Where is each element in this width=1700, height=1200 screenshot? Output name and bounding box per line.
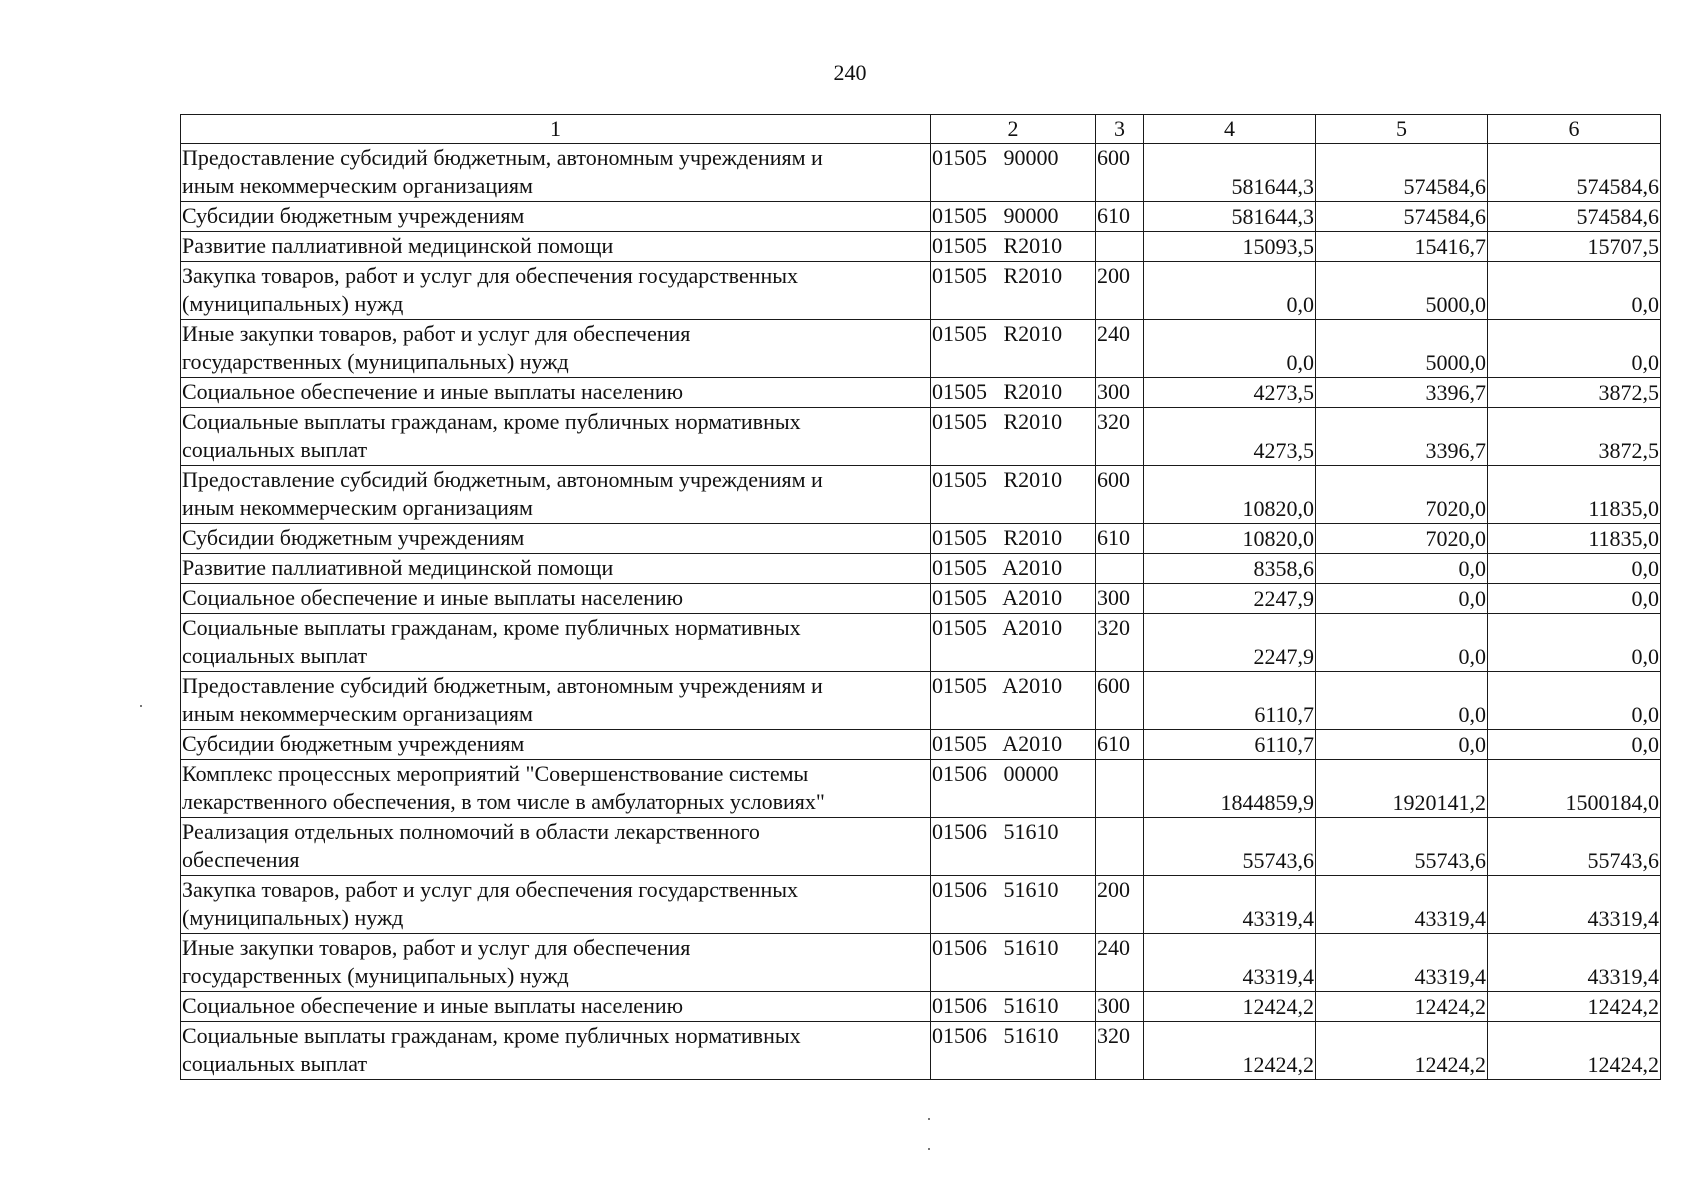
row-name-line1: Социальное обеспечение и иные выплаты населению: [182, 993, 684, 1018]
row-code-cell: 01505 A2010: [931, 614, 1096, 672]
row-kvr-cell: 600: [1096, 144, 1144, 202]
table-row: [181, 232, 1661, 262]
row-name-line1: Субсидии бюджетным учреждениям: [182, 731, 525, 756]
scan-speck: [140, 705, 142, 707]
table-row: [181, 320, 1661, 378]
row-value-col4: 12424,2: [1144, 1022, 1316, 1080]
table-row: [181, 584, 1661, 614]
row-kvr-cell: [1096, 760, 1144, 818]
row-name-line2: (муниципальных) нужд: [182, 905, 404, 930]
row-code-cell: 01506 51610: [931, 818, 1096, 876]
row-name-cell: [181, 818, 931, 876]
table-row: [181, 466, 1661, 524]
row-name-line1: Комплекс процессных мероприятий "Совершенствование системы: [182, 761, 809, 786]
row-name-line2: иным некоммерческим организациям: [182, 701, 533, 726]
row-value-col5: 15416,7: [1316, 232, 1488, 262]
row-value-col4: 581644,3: [1144, 202, 1316, 232]
row-value-col6: 3872,5: [1488, 378, 1661, 408]
row-kvr-cell: 610: [1096, 202, 1144, 232]
row-value-col6: 55743,6: [1488, 818, 1661, 876]
row-code-cell: 01506 51610: [931, 1022, 1096, 1080]
row-name-line2: государственных (муниципальных) нужд: [182, 349, 569, 374]
scan-speck: [928, 1148, 930, 1150]
row-name-line1: Развитие паллиативной медицинской помощи: [182, 555, 614, 580]
row-value-col6: 43319,4: [1488, 934, 1661, 992]
row-kvr-cell: 320: [1096, 1022, 1144, 1080]
row-kvr-cell: [1096, 232, 1144, 262]
row-value-col5: 7020,0: [1316, 524, 1488, 554]
row-value-col6: 0,0: [1488, 614, 1661, 672]
row-code-cell: 01505 A2010: [931, 584, 1096, 614]
row-name-line2: социальных выплат: [182, 643, 368, 668]
row-name-cell: [181, 876, 931, 934]
row-value-col4: 6110,7: [1144, 730, 1316, 760]
row-name-line2: социальных выплат: [182, 1051, 368, 1076]
row-value-col5: 12424,2: [1316, 992, 1488, 1022]
row-value-col5: 5000,0: [1316, 320, 1488, 378]
row-value-col6: 11835,0: [1488, 466, 1661, 524]
row-value-col6: 12424,2: [1488, 992, 1661, 1022]
row-value-col4: 8358,6: [1144, 554, 1316, 584]
scan-speck: [928, 1118, 930, 1120]
row-name-line1: Закупка товаров, работ и услуг для обеспечения государственных: [182, 263, 799, 288]
row-value-col4: 4273,5: [1144, 378, 1316, 408]
row-name-cell: [181, 202, 931, 232]
row-value-col5: 55743,6: [1316, 818, 1488, 876]
row-name-line1: Субсидии бюджетным учреждениям: [182, 203, 525, 228]
row-value-col4: 6110,7: [1144, 672, 1316, 730]
row-kvr-cell: [1096, 818, 1144, 876]
row-value-col4: 0,0: [1144, 320, 1316, 378]
row-code-cell: 01505 R2010: [931, 320, 1096, 378]
row-name-line1: Субсидии бюджетным учреждениям: [182, 525, 525, 550]
row-name-line1: Иные закупки товаров, работ и услуг для обеспечения: [182, 935, 691, 960]
row-value-col6: 12424,2: [1488, 1022, 1661, 1080]
table-row: [181, 934, 1661, 992]
row-kvr-cell: 300: [1096, 584, 1144, 614]
row-name-cell: [181, 320, 931, 378]
row-value-col6: 3872,5: [1488, 408, 1661, 466]
row-value-col6: 0,0: [1488, 320, 1661, 378]
row-code-cell: 01505 R2010: [931, 378, 1096, 408]
row-value-col4: 43319,4: [1144, 934, 1316, 992]
row-code-cell: 01505 A2010: [931, 554, 1096, 584]
row-name-line1: Социальные выплаты гражданам, кроме публичных нормативных: [182, 409, 801, 434]
table-row: [181, 876, 1661, 934]
row-name-line1: Развитие паллиативной медицинской помощи: [182, 233, 614, 258]
row-name-line1: Закупка товаров, работ и услуг для обеспечения государственных: [182, 877, 799, 902]
row-name-line1: Социальное обеспечение и иные выплаты населению: [182, 585, 684, 610]
row-name-line1: Предоставление субсидий бюджетным, автономным учреждениям и: [182, 145, 823, 170]
row-name-cell: [181, 1022, 931, 1080]
row-value-col4: 15093,5: [1144, 232, 1316, 262]
column-header-5: 5: [1316, 115, 1488, 144]
row-code-cell: 01505 R2010: [931, 408, 1096, 466]
row-kvr-cell: 320: [1096, 408, 1144, 466]
row-value-col5: 574584,6: [1316, 144, 1488, 202]
row-name-cell: [181, 672, 931, 730]
row-value-col4: 55743,6: [1144, 818, 1316, 876]
row-value-col4: 10820,0: [1144, 524, 1316, 554]
row-kvr-cell: 240: [1096, 320, 1144, 378]
row-name-cell: [181, 760, 931, 818]
row-value-col6: 0,0: [1488, 554, 1661, 584]
table-row: [181, 524, 1661, 554]
row-value-col4: 2247,9: [1144, 584, 1316, 614]
row-kvr-cell: 600: [1096, 672, 1144, 730]
row-name-cell: [181, 408, 931, 466]
row-value-col5: 43319,4: [1316, 934, 1488, 992]
budget-table: [180, 114, 1661, 1080]
row-name-line1: Предоставление субсидий бюджетным, автономным учреждениям и: [182, 467, 823, 492]
row-name-line2: государственных (муниципальных) нужд: [182, 963, 569, 988]
row-value-col5: 3396,7: [1316, 378, 1488, 408]
row-code-cell: 01505 R2010: [931, 524, 1096, 554]
row-value-col4: 2247,9: [1144, 614, 1316, 672]
column-header-4: 4: [1144, 115, 1316, 144]
row-value-col6: 0,0: [1488, 730, 1661, 760]
row-value-col6: 0,0: [1488, 584, 1661, 614]
row-name-line1: Иные закупки товаров, работ и услуг для обеспечения: [182, 321, 691, 346]
row-value-col6: 574584,6: [1488, 202, 1661, 232]
row-value-col4: 12424,2: [1144, 992, 1316, 1022]
row-kvr-cell: 300: [1096, 378, 1144, 408]
table-row: [181, 730, 1661, 760]
row-value-col5: 0,0: [1316, 614, 1488, 672]
table-row: [181, 554, 1661, 584]
row-name-cell: [181, 262, 931, 320]
row-code-cell: 01506 00000: [931, 760, 1096, 818]
row-name-cell: [181, 524, 931, 554]
row-code-cell: 01505 R2010: [931, 466, 1096, 524]
row-value-col5: 1920141,2: [1316, 760, 1488, 818]
row-name-cell: [181, 378, 931, 408]
row-name-line2: лекарственного обеспечения, в том числе в амбулаторных условиях": [182, 789, 825, 814]
row-value-col6: 0,0: [1488, 262, 1661, 320]
row-value-col5: 7020,0: [1316, 466, 1488, 524]
row-value-col5: 574584,6: [1316, 202, 1488, 232]
column-header-1: 1: [181, 115, 931, 144]
row-name-line1: Реализация отдельных полномочий в области лекарственного: [182, 819, 760, 844]
row-value-col5: 43319,4: [1316, 876, 1488, 934]
row-value-col4: 581644,3: [1144, 144, 1316, 202]
row-name-cell: [181, 614, 931, 672]
row-value-col6: 1500184,0: [1488, 760, 1661, 818]
row-value-col4: 1844859,9: [1144, 760, 1316, 818]
row-value-col4: 0,0: [1144, 262, 1316, 320]
row-name-cell: [181, 232, 931, 262]
column-header-2: 2: [931, 115, 1096, 144]
row-name-line2: иным некоммерческим организациям: [182, 173, 533, 198]
row-name-cell: [181, 554, 931, 584]
row-name-cell: [181, 992, 931, 1022]
row-name-cell: [181, 730, 931, 760]
table-row: [181, 1022, 1661, 1080]
table-row: [181, 408, 1661, 466]
row-name-line2: иным некоммерческим организациям: [182, 495, 533, 520]
row-name-line2: (муниципальных) нужд: [182, 291, 404, 316]
row-value-col5: 0,0: [1316, 554, 1488, 584]
row-value-col5: 12424,2: [1316, 1022, 1488, 1080]
row-kvr-cell: 200: [1096, 262, 1144, 320]
row-value-col5: 5000,0: [1316, 262, 1488, 320]
row-name-line1: Предоставление субсидий бюджетным, автономным учреждениям и: [182, 673, 823, 698]
row-kvr-cell: 200: [1096, 876, 1144, 934]
table-row: [181, 760, 1661, 818]
row-value-col4: 10820,0: [1144, 466, 1316, 524]
row-code-cell: 01505 90000: [931, 202, 1096, 232]
row-code-cell: 01505 90000: [931, 144, 1096, 202]
row-name-line1: Социальное обеспечение и иные выплаты населению: [182, 379, 684, 404]
table-row: [181, 378, 1661, 408]
row-kvr-cell: 320: [1096, 614, 1144, 672]
row-kvr-cell: 300: [1096, 992, 1144, 1022]
row-name-line1: Социальные выплаты гражданам, кроме публичных нормативных: [182, 1023, 801, 1048]
row-kvr-cell: [1096, 554, 1144, 584]
row-code-cell: 01505 A2010: [931, 672, 1096, 730]
row-code-cell: 01505 R2010: [931, 232, 1096, 262]
row-value-col5: 3396,7: [1316, 408, 1488, 466]
row-kvr-cell: 610: [1096, 730, 1144, 760]
row-value-col6: 43319,4: [1488, 876, 1661, 934]
table-body: [181, 144, 1661, 1080]
row-kvr-cell: 240: [1096, 934, 1144, 992]
column-header-3: 3: [1096, 115, 1144, 144]
row-code-cell: 01505 R2010: [931, 262, 1096, 320]
table-row: [181, 818, 1661, 876]
row-value-col6: 574584,6: [1488, 144, 1661, 202]
row-value-col4: 43319,4: [1144, 876, 1316, 934]
row-value-col5: 0,0: [1316, 730, 1488, 760]
row-name-line2: обеспечения: [182, 847, 300, 872]
row-name-line1: Социальные выплаты гражданам, кроме публичных нормативных: [182, 615, 801, 640]
table-row: [181, 614, 1661, 672]
header-row: [181, 115, 1661, 144]
row-value-col5: 0,0: [1316, 672, 1488, 730]
row-kvr-cell: 600: [1096, 466, 1144, 524]
row-code-cell: 01506 51610: [931, 992, 1096, 1022]
row-code-cell: 01506 51610: [931, 876, 1096, 934]
row-name-line2: социальных выплат: [182, 437, 368, 462]
table-row: [181, 992, 1661, 1022]
row-code-cell: 01505 A2010: [931, 730, 1096, 760]
row-value-col6: 0,0: [1488, 672, 1661, 730]
row-value-col5: 0,0: [1316, 584, 1488, 614]
row-name-cell: [181, 466, 931, 524]
row-value-col6: 15707,5: [1488, 232, 1661, 262]
table-row: [181, 144, 1661, 202]
column-header-6: 6: [1488, 115, 1661, 144]
table-row: [181, 202, 1661, 232]
row-name-cell: [181, 584, 931, 614]
page-number: 240: [833, 60, 867, 85]
row-code-cell: 01506 51610: [931, 934, 1096, 992]
row-name-cell: [181, 144, 931, 202]
row-name-cell: [181, 934, 931, 992]
table-row: [181, 672, 1661, 730]
row-value-col6: 11835,0: [1488, 524, 1661, 554]
row-value-col4: 4273,5: [1144, 408, 1316, 466]
table-row: [181, 262, 1661, 320]
row-kvr-cell: 610: [1096, 524, 1144, 554]
